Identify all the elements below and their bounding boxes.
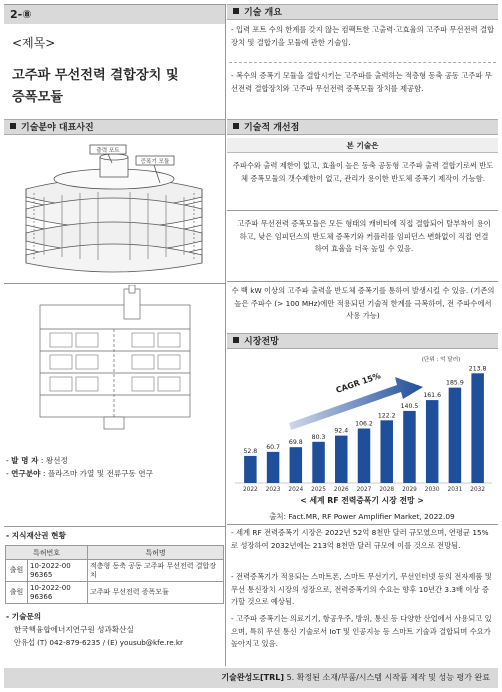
- bar-value-label: 92.4: [334, 427, 349, 435]
- bullet-square-icon: [233, 123, 239, 129]
- x-tick-label: 2029: [402, 487, 417, 493]
- chart-divider: [227, 524, 498, 525]
- patent-table-header: [6, 546, 224, 560]
- table-row: [6, 582, 224, 604]
- trl-level: 5.: [286, 673, 295, 682]
- x-tick-label: 2025: [311, 487, 326, 493]
- patent-name: 적층형 동축 공동 고주파 무선전력 결합장치: [88, 560, 224, 582]
- patent-name: 고주파 무선전력 증폭모듈: [88, 582, 224, 604]
- amp-module-schematic: [4, 285, 225, 435]
- title-line-1: 고주파 무선전력 결합장치 및: [12, 68, 179, 83]
- section-market-title: 시장전망: [244, 337, 279, 347]
- market-item-2: - 전력증폭기가 적용되는 스마트폰, 스마트 무선기기, 무선인터넷 등의 전자제품 및 무선 통신장치 시장의 성장으로, 전력증폭기의 수요는 향후 10년간 3.3배 이상 증가할 것으로 예상됨.: [231, 572, 492, 607]
- market-chart-svg: [227, 353, 498, 525]
- improvement-divider-1: [227, 210, 498, 211]
- contact-label-row: - 기술문의: [6, 612, 42, 621]
- contact-org: 한국핵융합에너지연구원 성과확산실: [14, 625, 134, 634]
- bullet-square-icon: [233, 337, 239, 343]
- patent-type: 출원: [6, 560, 28, 582]
- contact-block: [6, 610, 225, 649]
- ip-header: - 지식재산권 현황: [6, 531, 66, 540]
- patent-number: 10-2022-00 96366: [28, 582, 88, 604]
- improvement-para-3: 수 백 kW 이상의 고주파 출력을 반도체 증폭기를 통하여 발생시킬 수 있음. (기존의 높은 주파수 (> 100 MHz)에만 적용되던 기술적 한계를 극복하여, 전 주파수에서 사용 가능): [231, 286, 495, 321]
- cagr-label: CAGR 15%: [334, 371, 382, 395]
- improvement-para-2: 고주파 무선전력 증폭모듈은 모든 형태의 캐비티에 직접 결합되어 탈부착이 용이하고, 낮은 임피던스의 반도체 증폭기와 커플러를 임피던스 변화없이 직접 연결하여 효율을 더욱 높일 수 있음.: [237, 219, 491, 254]
- patent-table-wrap: [5, 545, 224, 604]
- bar-value-label: 161.6: [423, 392, 442, 400]
- column-divider: [225, 4, 226, 666]
- inventor-field-value: 플라즈마 가열 및 전류구동 연구: [47, 469, 153, 478]
- x-tick-label: 2032: [470, 487, 486, 493]
- x-tick-label: 2027: [356, 487, 372, 493]
- chart-source: 출처: Fact.MR, RF Power Amplifier Market, 2022.09: [269, 512, 455, 521]
- bar-2024: [290, 447, 303, 483]
- contact-info: 안유섭 (T) 042-879-6235 / (E) yousub@kfe.re.kr: [14, 638, 184, 647]
- market-chart: [227, 353, 498, 527]
- section-improvement-header: [227, 119, 498, 135]
- x-tick-label: 2031: [447, 487, 463, 493]
- bar-value-label: 60.7: [266, 443, 280, 451]
- chart-title: < 세계 RF 전력증폭기 시장 전망 >: [300, 496, 424, 505]
- bar-value-label: 52.8: [243, 447, 258, 455]
- bar-2032: [471, 373, 484, 483]
- trl-footer: [4, 668, 498, 688]
- improvement-divider-2: [227, 281, 498, 282]
- combiner-device-photo: [4, 137, 225, 282]
- bar-value-label: 213.8: [468, 365, 487, 373]
- x-tick-label: 2024: [288, 487, 304, 493]
- bar-2027: [358, 429, 371, 483]
- col-name-header: 특허명: [88, 546, 224, 560]
- overview-divider: [229, 62, 496, 63]
- improvement-subheader: 본 기술은: [227, 138, 498, 153]
- bar-2029: [403, 411, 416, 483]
- inventor-field-row: - 연구분야 : 플라즈마 가열 및 전류구동 연구: [6, 469, 153, 478]
- section-photo-title: 기술분야 대표사진: [21, 123, 94, 133]
- bar-value-label: 122.2: [377, 412, 396, 420]
- title-tag: <제목>: [12, 36, 56, 50]
- patent-number: 10-2022-00 96365: [28, 560, 88, 582]
- col-number-header: 특허번호: [6, 546, 88, 560]
- contact-label: 기술문의: [11, 612, 42, 621]
- bar-value-label: 140.5: [400, 402, 419, 410]
- bar-2031: [449, 388, 462, 483]
- bar-2028: [380, 420, 393, 483]
- label-output-port: 출력 포트: [96, 148, 120, 154]
- patent-type: 출원: [6, 582, 28, 604]
- x-tick-label: 2030: [424, 487, 440, 493]
- bar-2025: [312, 442, 325, 483]
- inventor-field-label: 연구분야: [11, 469, 41, 478]
- section-improvement-title: 기술적 개선점: [244, 123, 300, 133]
- title-line-2: 증폭모듈: [12, 90, 63, 105]
- table-row: [6, 560, 224, 582]
- page-id: 2-⑧: [4, 4, 225, 24]
- inventor-name-label: 발 명 자: [11, 456, 39, 465]
- ip-top-divider: [4, 526, 225, 527]
- x-tick-label: 2028: [379, 487, 395, 493]
- x-tick-label: 2022: [242, 487, 258, 493]
- section-photo-header: [4, 119, 225, 135]
- section-market-header: [227, 333, 498, 349]
- inventor-name-row: - 발 명 자 : 왕선정: [6, 456, 68, 465]
- overview-item-1: - 입력 포트 수의 한계를 갖지 않는 컴팩트한 고출력·고효율의 고주파 무선전력 결합장치 및 결합기을 모듈에 관한 기술임.: [231, 25, 495, 47]
- photo-divider: [4, 283, 225, 284]
- patent-table: [5, 545, 224, 604]
- bar-value-label: 80.3: [311, 433, 326, 441]
- bar-2026: [335, 436, 348, 483]
- overview-item-2: - 복수의 증폭기 모듈을 결합시키는 고주파를 출력하는 적층형 동축 공동 고주파 무선전력 결합장치와 고주파 무선전력 증폭모듈 장치를 제공함.: [231, 71, 492, 93]
- x-tick-label: 2026: [333, 487, 349, 493]
- section-overview-header: [227, 4, 498, 20]
- trl-desc: 확정된 소재/부품/시스템 시작품 제작 및 성능 평가 완료: [296, 673, 490, 682]
- market-item-1: - 세계 RF 전력증폭기 시장은 2022년 52억 8천만 달러 규모였으며, 연평균 15%로 성장하여 2032년에는 213억 8천만 달러 규모에 이를 것으로 전망됨.: [231, 528, 489, 550]
- bar-2022: [244, 456, 257, 483]
- x-tick-label: 2023: [265, 487, 281, 493]
- improvement-para-1: 주파수와 출력 제한이 없고, 효율이 높은 동축 공동형 고주파 출력 결합기로써 반도체 증폭모듈의 갯수제한이 없고, 관리가 용이한 반도체 증폭기 제작이 가능함.: [232, 161, 494, 183]
- bullet-square-icon: [10, 123, 16, 129]
- title-block: [4, 26, 225, 116]
- bar-value-label: 106.2: [355, 420, 373, 428]
- bar-2030: [426, 400, 439, 483]
- trl-label: 기술완성도[TRL]: [221, 673, 285, 682]
- bar-2023: [267, 452, 280, 483]
- inventor-name-value: 왕선정: [45, 456, 68, 465]
- inventor-block: [6, 454, 225, 480]
- market-item-3: - 고주파 증폭기는 의료기기, 항공우주, 방위, 통신 등 다양한 산업에서 사용되고 있으며, 특히 무선 통신 기술로서 IoT 및 인공지능 등 스마트 기술과 결합되며 수요가 높아지고 있음.: [231, 614, 492, 649]
- ip-header-title: 지식재산권 현황: [11, 531, 66, 540]
- bar-value-label: 69.8: [288, 439, 303, 447]
- section-overview-title: 기술 개요: [244, 8, 282, 18]
- label-amp-module: 증폭기 모듈: [140, 159, 170, 165]
- bar-value-label: 185.9: [446, 379, 464, 387]
- chart-unit-label: (단위 : 억 달러): [421, 357, 461, 363]
- bullet-square-icon: [233, 8, 239, 14]
